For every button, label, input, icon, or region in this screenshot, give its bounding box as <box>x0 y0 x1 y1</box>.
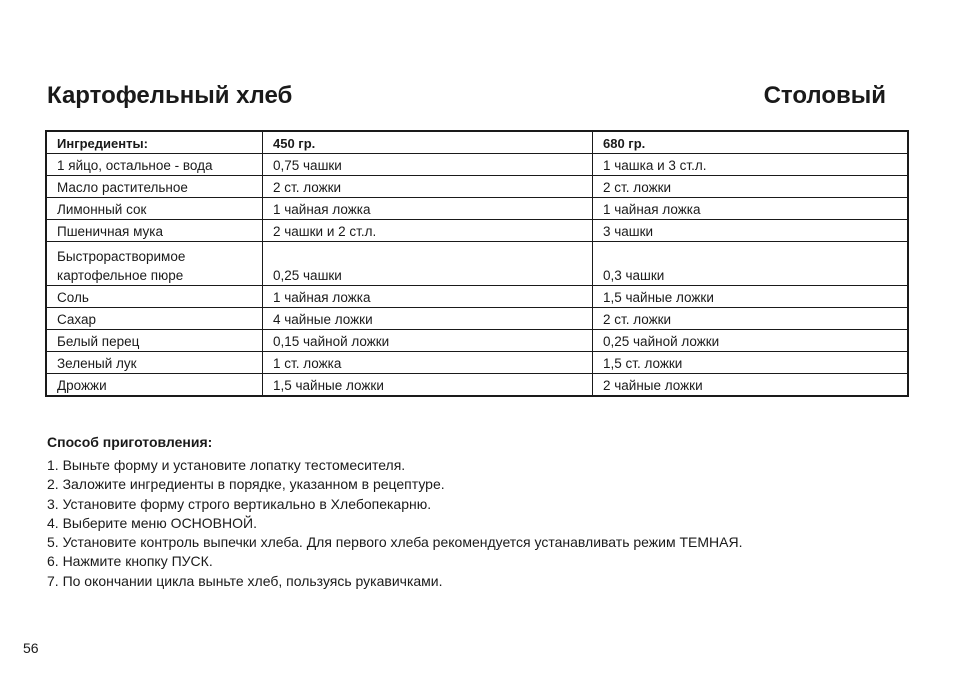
ingredient-cell: Сахар <box>46 308 263 330</box>
table-row <box>46 154 908 176</box>
table-row <box>46 286 908 308</box>
amount-680-cell: 0,3 чашки <box>593 242 909 286</box>
ingredient-cell <box>46 242 263 286</box>
amount-680-cell: 2 ст. ложки <box>593 176 909 198</box>
ingredient-cell: Зеленый лук <box>46 352 263 374</box>
ingredient-cell: 1 яйцо, остальное - вода <box>46 154 263 176</box>
amount-680-cell: 2 ст. ложки <box>593 308 909 330</box>
ingredient-line-1: Быстрорастворимое <box>57 249 186 264</box>
table-row <box>46 242 908 286</box>
method-heading: Способ приготовления: <box>47 434 213 450</box>
amount-680-cell: 1 чашка и 3 ст.л. <box>593 154 909 176</box>
list-item: 3. Установите форму строго вертикально в Хлебопекарню. <box>47 495 432 512</box>
recipe-category: Столовый <box>763 82 886 109</box>
amount-450-cell: 4 чайные ложки <box>263 308 593 330</box>
page-title: Картофельный хлеб <box>47 82 293 109</box>
amount-680-cell: 1 чайная ложка <box>593 198 909 220</box>
ingredient-cell: Дрожжи <box>46 374 263 397</box>
ingredient-cell: Пшеничная мука <box>46 220 263 242</box>
list-item: 5. Установите контроль выпечки хлеба. Для первого хлеба рекомендуется устанавливать режим ТЕМНАЯ. <box>47 534 743 551</box>
amount-680-cell: 3 чашки <box>593 220 909 242</box>
ingredients-table <box>45 130 909 397</box>
column-header-450g: 450 гр. <box>263 131 593 154</box>
list-item: 1. Выньте форму и установите лопатку тестомесителя. <box>47 457 406 473</box>
table-header-row <box>46 131 908 154</box>
amount-450-cell: 1 чайная ложка <box>263 286 593 308</box>
amount-450-cell: 1 чайная ложка <box>263 198 593 220</box>
list-item: 4. Выберите меню ОСНОВНОЙ. <box>47 514 257 531</box>
ingredient-cell: Белый перец <box>46 330 263 352</box>
ingredient-cell: Масло растительное <box>46 176 263 198</box>
method-steps-list <box>47 456 743 591</box>
ingredient-cell: Лимонный сок <box>46 198 263 220</box>
column-header-ingredients: Ингредиенты: <box>46 131 263 154</box>
table-row <box>46 198 908 220</box>
ingredient-line-2: картофельное пюре <box>57 268 184 283</box>
table-row <box>46 374 908 397</box>
list-item: 7. По окончании цикла выньте хлеб, пользуясь рукавичками. <box>47 572 443 589</box>
column-header-680g: 680 гр. <box>593 131 909 154</box>
table-row <box>46 352 908 374</box>
amount-450-cell: 2 ст. ложки <box>263 176 593 198</box>
amount-680-cell: 2 чайные ложки <box>593 374 909 397</box>
page-number: 56 <box>23 640 39 656</box>
table-row <box>46 308 908 330</box>
amount-450-cell: 1 ст. ложка <box>263 352 593 374</box>
amount-450-cell: 0,25 чашки <box>263 242 593 286</box>
table-row <box>46 220 908 242</box>
amount-450-cell: 1,5 чайные ложки <box>263 374 593 397</box>
table-row <box>46 176 908 198</box>
list-item: 2. Заложите ингредиенты в порядке, указанном в рецептуре. <box>47 476 445 493</box>
amount-680-cell: 1,5 ст. ложки <box>593 352 909 374</box>
amount-450-cell: 0,15 чайной ложки <box>263 330 593 352</box>
table-row <box>46 330 908 352</box>
amount-680-cell: 0,25 чайной ложки <box>593 330 909 352</box>
amount-450-cell: 0,75 чашки <box>263 154 593 176</box>
list-item: 6. Нажмите кнопку ПУСК. <box>47 553 213 570</box>
amount-680-cell: 1,5 чайные ложки <box>593 286 909 308</box>
amount-450-cell: 2 чашки и 2 ст.л. <box>263 220 593 242</box>
ingredient-cell: Соль <box>46 286 263 308</box>
